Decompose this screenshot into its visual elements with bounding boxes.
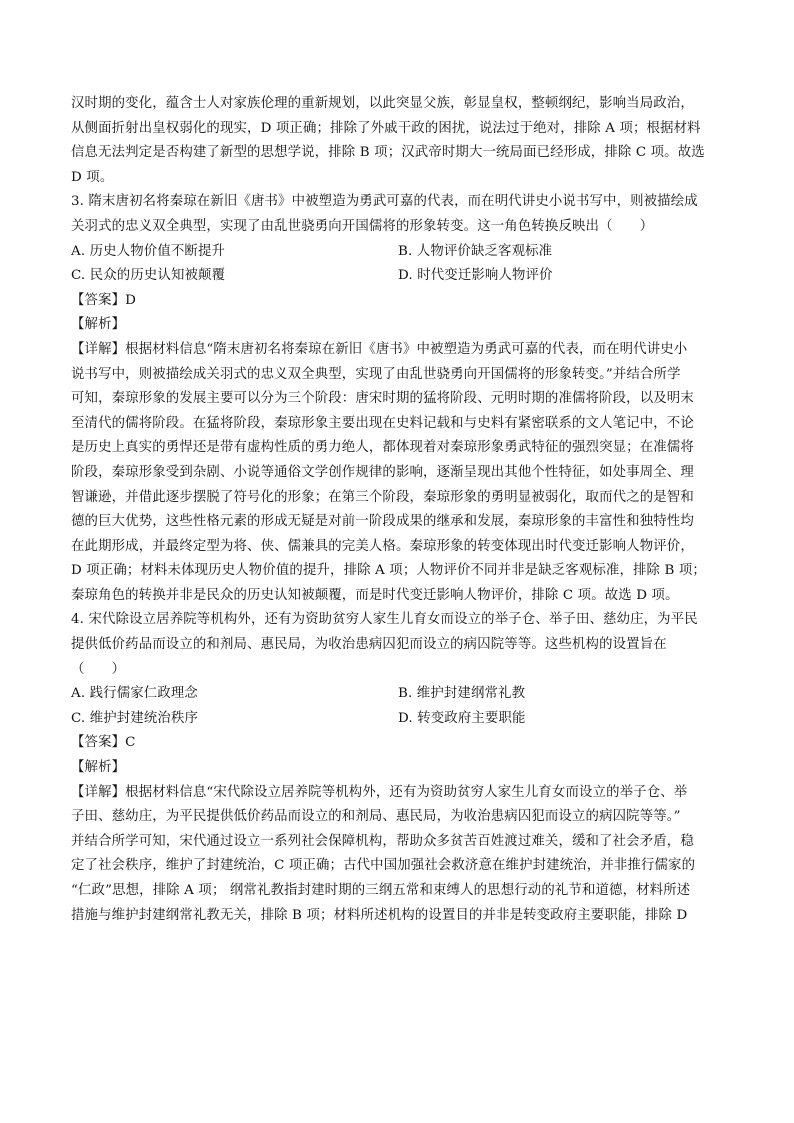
question-stem-line: 4. 宋代除设立居养院等机构外，还有为资助贫穷人家生儿育女而设立的举子仓、举子田、慈幼庄，为平民 [71,612,698,628]
text-line: 汉时期的变化，蕴含士人对家族伦理的重新规划，以此突显父族，彰显皇权，整顿纲纪，影响当局政治， [71,96,694,111]
question-3 [71,190,731,608]
text-line: 德的巨大优势，这些性格元素的形成无疑是对前一阶段成果的继承和发展，秦琼形象的丰富性和独特性均 [71,514,694,530]
detail-explanation [71,338,731,609]
text-line: 在此期形成，并最终定型为将、侠、儒兼具的完美人格。秦琼形象的转变体现出时代变迁影响人物评价， [71,538,694,554]
text-line: 【详解】根据材料信息“隋末唐初名将秦琼在新旧《唐书》中被塑造为勇武可嘉的代表，而在明代讲史小 [71,341,688,357]
text-line: 至清代的儒将阶段。在猛将阶段，秦琼形象主要出现在史料记载和与史料有紧密联系的文人笔记中，不论 [71,415,694,431]
options-row [71,240,731,265]
question-stem-line: （ ） [71,661,126,677]
answer-line: 【答案】D [71,292,137,308]
option-a: A. 践行儒家仁政理念 [71,686,198,702]
q2-explanation-tail [71,92,731,190]
text-line: 从侧面折射出皇权弱化的现实，D 项正确；排除了外戚干政的困扰，说法过于绝对，排除 A 项；根据材料 [71,120,701,136]
answer-line: 【答案】C [71,735,136,751]
text-line: “仁政”思想，排除 A 项； 纲常礼教指封建时期的三纲五常和束缚人的思想行动的礼节和道德，材料所述 [71,883,691,898]
options-row [71,682,731,707]
analysis-label: 【解析】 [71,760,126,776]
text-line: 子田、慈幼庄，为平民提供低价药品而设立的和剂局、惠民局，为收治患病囚犯而设立的病囚院等等。” [71,809,681,825]
text-line: 智谦逊，并借此逐步摆脱了符号化的形象；在第三个阶段，秦琼形象的勇明显被弱化，取而代之的是智和 [71,489,694,505]
option-d: D. 转变政府主要职能 [398,710,526,726]
text-line: 是历史上真实的勇悍还是带有虚构性质的勇力绝人，都体现着对秦琼形象勇武特征的强烈突显；在准儒将 [71,440,694,456]
option-a: A. 历史人物价值不断提升 [71,243,226,259]
question-stem-line: 提供低价药品而设立的和剂局、惠民局，为收治患病囚犯而设立的病囚院等等。这些机构的设置旨在 [71,637,667,653]
text-line: 信息无法判定是否构建了新型的思想学说，排除 B 项；汉武帝时期大一统局面已经形成，排除 C 项。故选 [71,145,705,161]
option-b: B. 人物评价缺乏客观标准 [398,243,553,259]
options-row [71,264,731,289]
question-stem-line: 关羽式的忠义双全典型，实现了由乱世骁勇向开国儒将的形象转变。这一角色转换反映出（ ） [71,218,654,234]
option-b: B. 维护封建纲常礼教 [398,686,526,702]
text-line: D 项正确；材料未体现历史人物价值的提升，排除 A 项；人物评价不同并非是缺乏客观标准，排除 B 项； [71,563,706,579]
text-line: 【详解】根据材料信息“宋代除设立居养院等机构外，还有为资助贫穷人家生儿育女而设立的举子仓、举 [71,784,688,800]
option-c: C. 维护封建统治秩序 [71,710,199,726]
text-line: 阶段，秦琼形象受到杂剧、小说等通俗文学创作规律的影响，逐渐呈现出其他个性特征，如处事周全、理 [71,464,694,480]
option-d: D. 时代变迁影响人物评价 [398,268,553,284]
options-row [71,707,731,732]
text-line: D 项。 [71,169,114,185]
text-line: 可知，秦琼形象的发展主要可以分为三个阶段：唐宋时期的猛将阶段、元明时期的准儒将阶段，以及明末 [71,391,694,407]
question-stem-line: 3. 隋末唐初名将秦琼在新旧《唐书》中被塑造为勇武可嘉的代表，而在明代讲史小说书写中，则被描绘成 [71,194,698,210]
document-page [71,92,731,928]
text-line: 定了社会秩序，维护了封建统治，C 项正确；古代中国加强社会救济意在维护封建统治，并非推行儒家的 [71,858,696,874]
detail-explanation [71,781,731,929]
text-line: 说书写中，则被描绘成关羽式的忠义双全典型，实现了由乱世骁勇向开国儒将的形象转变。”并结合所学 [71,366,681,382]
text-line: 措施与维护封建纲常礼教无关，排除 B 项；材料所述机构的设置目的并非是转变政府主要职能，排除 D [71,907,688,923]
option-c: C. 民众的历史认知被颠覆 [71,268,226,284]
text-line: 并结合所学可知，宋代通过设立一系列社会保障机构，帮助众多贫苦百姓渡过难关，缓和了社会矛盾，稳 [71,833,694,849]
analysis-label: 【解析】 [71,317,126,333]
text-line: 秦琼角色的转换并非是民众的历史认知被颠覆，而是时代变迁影响人物评价，排除 C 项。故选 D 项。 [71,587,679,603]
question-4 [71,608,731,928]
